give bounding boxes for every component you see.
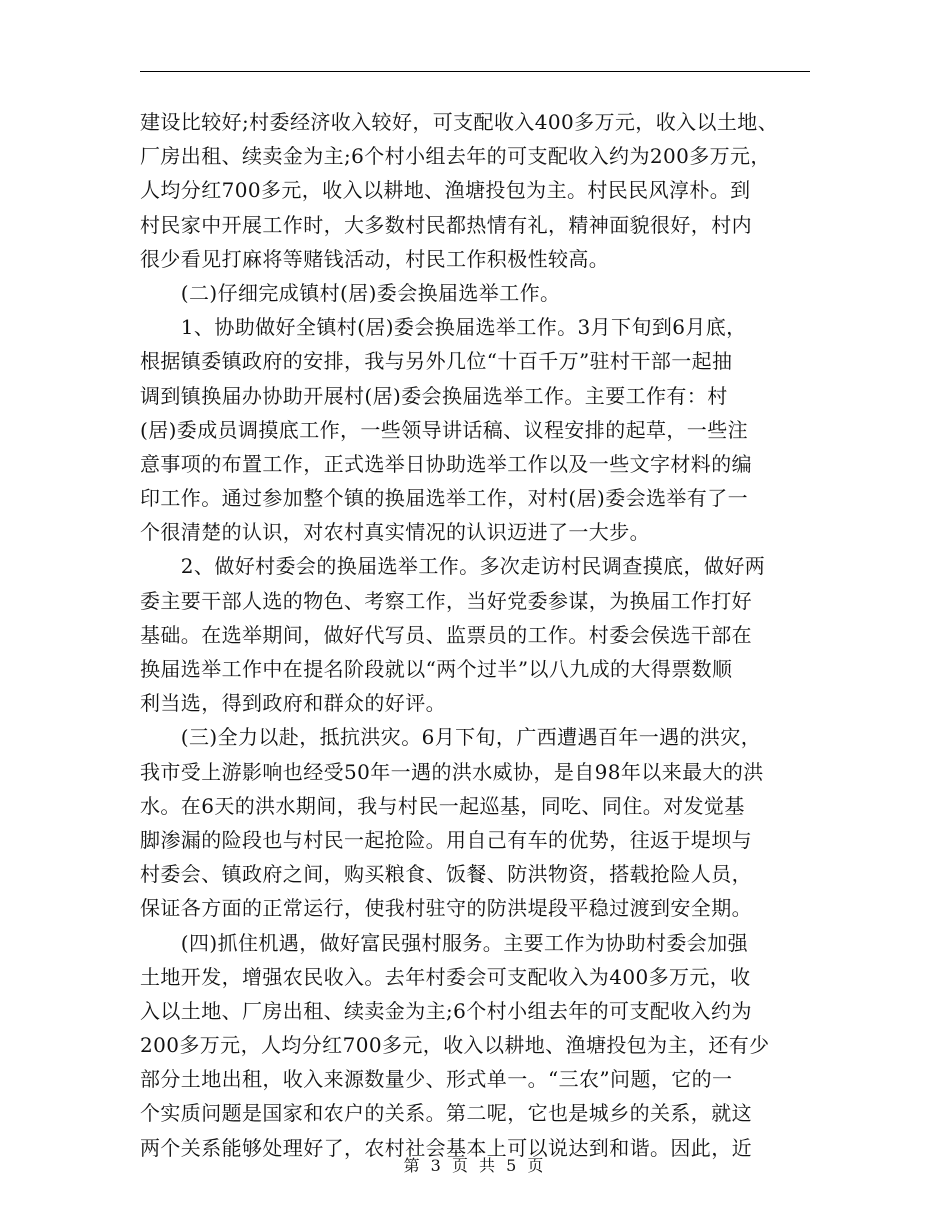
text-line: 保证各方面的正常运行，使我村驻守的防洪堤段平稳过渡到安全期。 xyxy=(140,896,752,921)
text-line: 土地开发，增强农民收入。去年村委会可支配收入为400多万元，收 xyxy=(140,964,751,989)
text-line: 个实质问题是国家和农户的关系。第二呢，它也是城乡的关系，就这 xyxy=(140,1101,752,1126)
text-line: 换届选举工作中在提名阶段就以“两个过半”以八九成的大得票数顺 xyxy=(140,657,733,681)
text-line: 利当选，得到政府和群众的好评。 xyxy=(140,691,446,716)
text-line: 调到镇换届办协助开展村(居)委会换届选举工作。主要工作有：村 xyxy=(140,383,728,408)
document-body xyxy=(140,105,820,1165)
text-line: 入以土地、厂房出租、续卖金为主;6个村小组去年的可支配收入约为 xyxy=(140,998,752,1023)
text-line: 200多万元，人均分红700多元，收入以耕地、渔塘投包为主，还有少 xyxy=(140,1033,770,1058)
text-line: 建设比较好;村委经济收入较好，可支配收入400多万元，收入以土地、 xyxy=(140,110,779,134)
text-line: 根据镇委镇政府的安排，我与另外几位“十百千万”驻村干部一起抽 xyxy=(140,349,733,374)
text-line: 个很清楚的认识，对农村真实情况的认识迈进了一大步。 xyxy=(140,520,650,545)
text-line: 村民家中开展工作时，大多数村民都热情有礼，精神面貌很好，村内 xyxy=(140,212,752,237)
text-line: 厂房出租、续卖金为主;6个村小组去年的可支配收入约为200多万元， xyxy=(140,144,771,169)
text-line: (居)委成员调摸底工作，一些领导讲话稿、议程安排的起草，一些注 xyxy=(140,417,749,442)
text-line: 两个关系能够处理好了，农村社会基本上可以说达到和谐。因此，近 xyxy=(140,1135,752,1160)
page-footer: 第 3 页 共 5 页 xyxy=(403,1156,547,1175)
text-line: 很少看见打麻将等赌钱活动，村民工作积极性较高。 xyxy=(140,246,610,271)
text-line: 委主要干部人选的物色、考察工作，当好党委参谋，为换届工作打好 xyxy=(140,588,752,613)
text-line: 1、协助做好全镇村(居)委会换届选举工作。3月下旬到6月底， xyxy=(140,315,747,340)
header-rule xyxy=(140,71,810,72)
text-line: 2、做好村委会的换届选举工作。多次走访村民调查摸底，做好两 xyxy=(140,554,766,579)
text-line: 水。在6天的洪水期间，我与村民一起巡基，同吃、同住。对发觉基 xyxy=(140,793,745,818)
text-line: (三)全力以赴，抵抗洪灾。6月下旬，广西遭遇百年一遇的洪灾， xyxy=(140,725,762,750)
text-line: (四)抓住机遇，做好富民强村服务。主要工作为协助村委会加强 xyxy=(140,930,749,955)
text-line: (二)仔细完成镇村(居)委会换届选举工作。 xyxy=(140,280,561,305)
text-line: 印工作。通过参加整个镇的换届选举工作，对村(居)委会选举有了一 xyxy=(140,486,749,511)
text-line: 村委会、镇政府之间，购买粮食、饭餐、防洪物资，搭载抢险人员， xyxy=(140,862,752,887)
text-line: 部分土地出租，收入来源数量少、形式单一。“三农”问题，它的一 xyxy=(140,1067,733,1092)
text-line: 我市受上游影响也经受50年一遇的洪水威协，是自98年以来最大的洪 xyxy=(140,759,764,784)
text-line: 意事项的布置工作，正式选举日协助选举工作以及一些文字材料的编 xyxy=(140,451,752,476)
text-line: 人均分红700多元，收入以耕地、渔塘投包为主。村民民风淳朴。到 xyxy=(140,178,751,203)
text-line: 基础。在选举期间，做好代写员、监票员的工作。村委会侯选干部在 xyxy=(140,622,752,647)
text-line: 脚渗漏的险段也与村民一起抢险。用自己有车的优势，往返于堤坝与 xyxy=(140,827,752,852)
